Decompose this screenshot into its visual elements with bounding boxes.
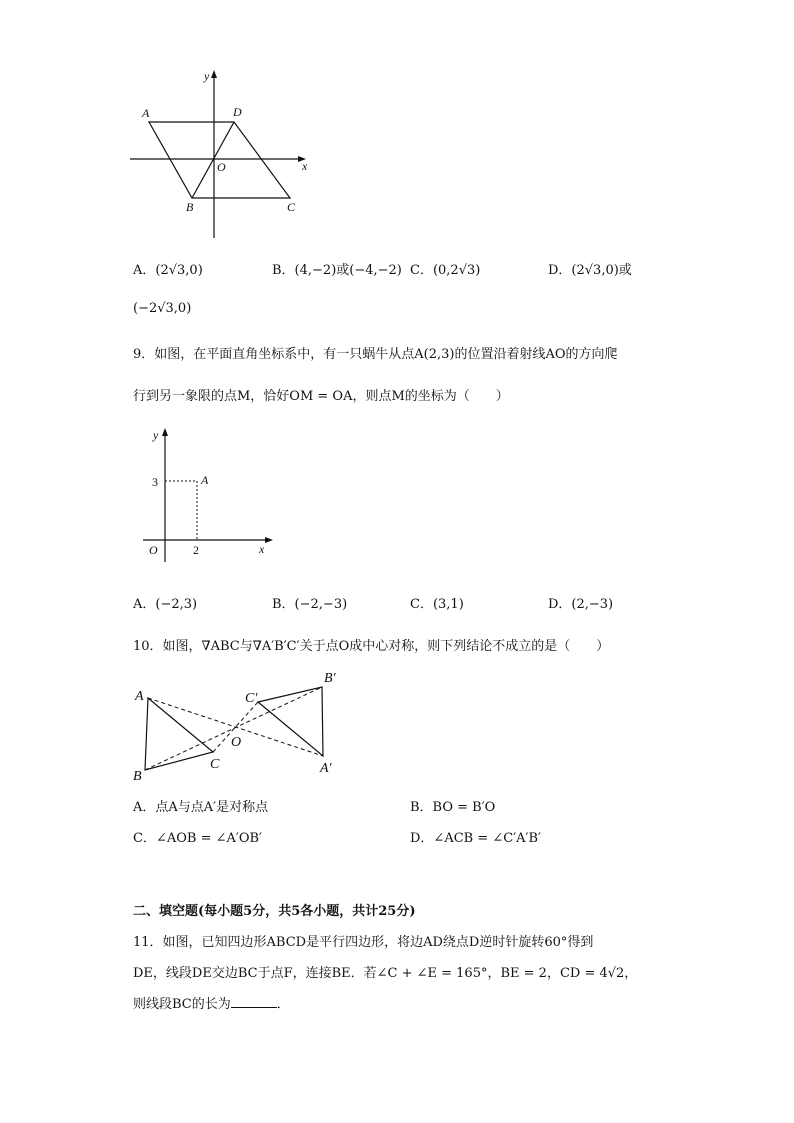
q11-stem-line3-suffix: ． [276, 997, 290, 1012]
y-axis-arrow [211, 70, 217, 78]
q9-option-c: C．(3,1) [410, 597, 464, 612]
label-C: C [210, 757, 220, 772]
y-axis-arrow [162, 428, 168, 436]
q11-stem-line1: 11．如图，已知四边形ABCD是平行四边形，将边AD绕点D逆时针旋转60°得到 [133, 935, 594, 950]
label-A-prime: A′ [320, 761, 332, 776]
q10-option-c: C．∠AOB = ∠A′OB′ [133, 831, 262, 846]
q8-option-a: A．(2√3,0) [133, 263, 203, 278]
label-A: A [142, 106, 150, 120]
answer-blank[interactable] [231, 995, 277, 1008]
figure-q9-coordinate [135, 420, 285, 570]
q9-stem-line1: 9．如图，在平面直角坐标系中，有一只蜗牛从点A(2,3)的位置沿着射线AO的方向爬 [133, 347, 618, 362]
label-C: C [287, 200, 296, 214]
label-D: D [233, 105, 242, 119]
q8-option-c: C．(0,2√3) [410, 263, 481, 278]
label-A: A [201, 473, 209, 487]
section-2-heading: 二、填空题(每小题5分，共5各小题，共计25分) [133, 904, 416, 919]
label-B-prime: B′ [324, 671, 336, 686]
figure-q8-parallelogram [120, 62, 320, 244]
label-x: x [302, 159, 308, 173]
q8-option-d-cont: (−2√3,0) [133, 301, 192, 316]
q9-stem-line2: 行到另一象限的点M，恰好OM = OA，则点M的坐标为（ ） [133, 389, 509, 404]
q9-option-d: D．(2,−3) [548, 597, 614, 612]
figure-q10-central-symmetry [125, 662, 355, 786]
q10-stem-line1: 10．如图，∇ABC与∇A′B′C′关于点O成中心对称，则下列结论不成立的是（ ） [133, 639, 610, 654]
q9-option-b: B．(−2,−3) [272, 597, 348, 612]
q10-option-d: D．∠ACB = ∠C′A′B′ [410, 831, 541, 846]
q10-option-a: A．点A与点A′是对称点 [133, 800, 269, 815]
label-A: A [135, 689, 144, 704]
q8-option-b: B．(4,−2)或(−4,−2) [272, 263, 402, 278]
label-y: y [153, 428, 159, 442]
q11-stem-line3-prefix: 则线段BC的长为 [133, 997, 231, 1012]
label-x: x [259, 542, 265, 556]
label-C-prime: C′ [245, 691, 258, 706]
q11-stem-line3 [133, 993, 290, 1012]
q9-option-a: A．(−2,3) [133, 597, 198, 612]
x-axis-arrow [265, 537, 273, 543]
label-O: O [149, 543, 158, 557]
label-O: O [217, 160, 226, 174]
q10-option-b: B．BO = B′O [410, 800, 496, 815]
segment-BD [192, 122, 234, 198]
label-y: y [204, 69, 210, 83]
label-B: B [133, 769, 142, 784]
tick-3: 3 [152, 475, 158, 489]
triangle-ABC [145, 698, 213, 770]
q8-option-d: D．(2√3,0)或 [548, 263, 632, 278]
label-O: O [231, 735, 242, 750]
q11-stem-line2: DE，线段DE交边BC于点F，连接BE．若∠C + ∠E = 165°，BE = 2，CD = 4√2， [133, 966, 638, 981]
tick-2: 2 [193, 543, 199, 557]
label-B: B [186, 200, 194, 214]
